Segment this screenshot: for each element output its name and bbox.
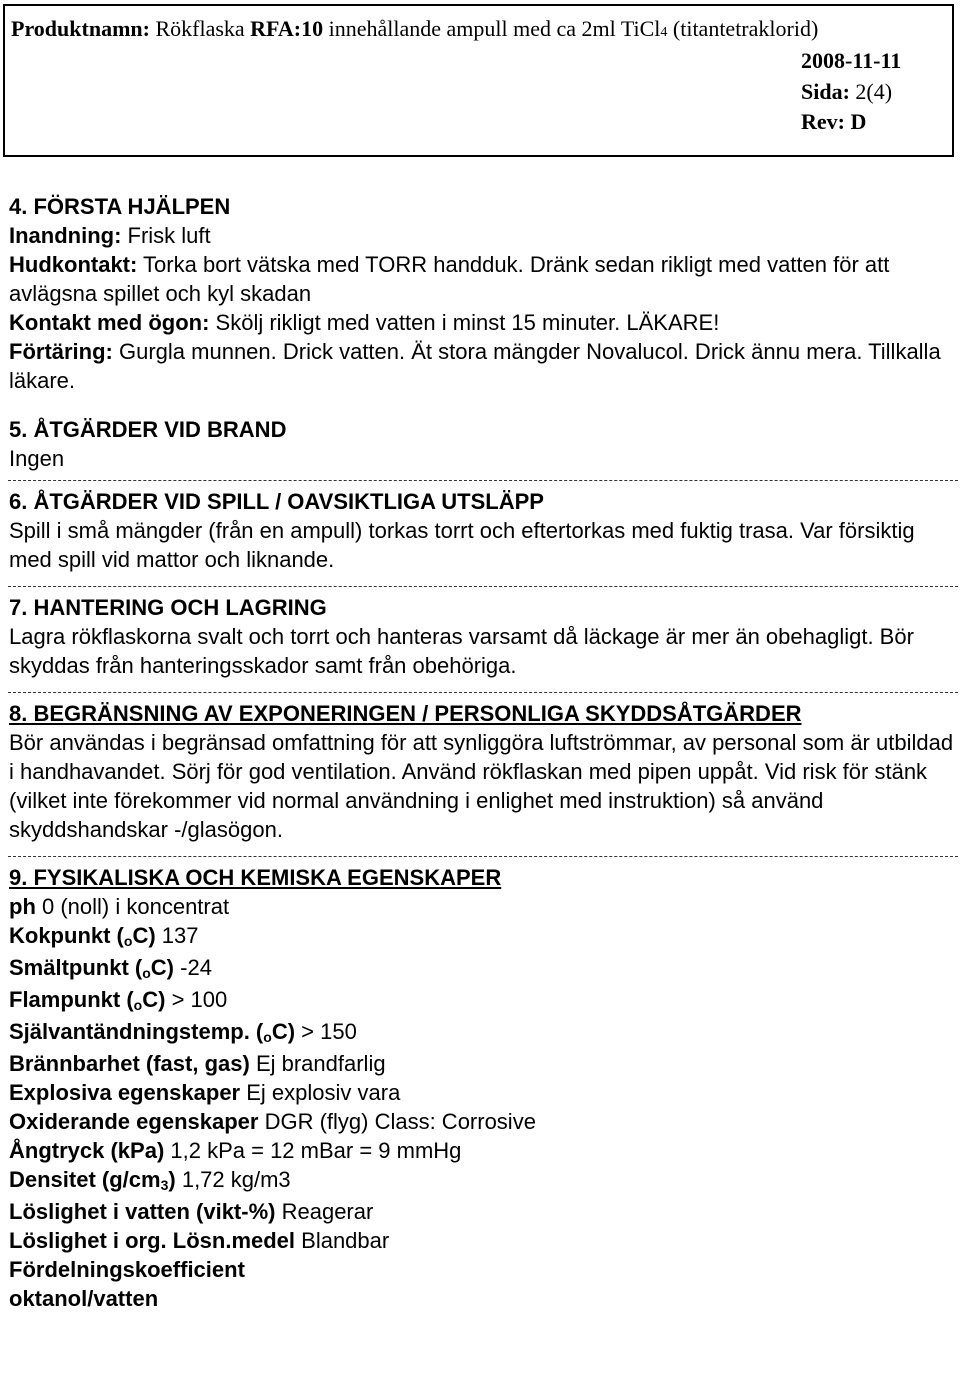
degree-sub: o <box>142 965 151 981</box>
document-header <box>3 4 954 157</box>
property-value: > 100 <box>165 987 228 1012</box>
section-handling <box>9 593 954 680</box>
label-part: Flampunkt ( <box>9 987 134 1012</box>
label-part: C) <box>142 987 166 1012</box>
property-ph <box>9 892 954 921</box>
degree-sub: o <box>133 997 143 1013</box>
property-value: 1,72 kg/m3 <box>175 1167 291 1192</box>
property-value: Reagerar <box>275 1199 374 1224</box>
property-partition-label-2: oktanol/vatten <box>9 1286 159 1311</box>
section-title: 8. BEGRÄNSNING AV EXPONERINGEN / PERSONLIGA SKYDDSÅTGÄRDER <box>9 701 802 726</box>
section-exposure <box>9 699 954 844</box>
section-title: 5. ÅTGÄRDER VID BRAND <box>9 417 287 442</box>
label-part: Densitet (g/cm <box>9 1167 161 1192</box>
property-label <box>9 955 174 980</box>
ingestion-text: Gurgla munnen. Drick vatten. Ät stora mängder Novalucol. Drick ännu mera. Tillkalla läkare. <box>9 339 941 393</box>
property-value: 1,2 kPa = 12 mBar = 9 mmHg <box>164 1138 462 1163</box>
property-vapor-pressure <box>9 1136 954 1165</box>
spacer <box>9 395 954 415</box>
ingestion-label: Förtäring: <box>9 339 113 364</box>
product-name-line <box>11 14 818 48</box>
product-name-pre: Rökflaska <box>149 16 251 41</box>
property-label: Löslighet i org. Lösn.medel <box>9 1228 296 1253</box>
property-melting-point <box>9 953 954 985</box>
section-title: 6. ÅTGÄRDER VID SPILL / OAVSIKTLIGA UTSLÄPP <box>9 489 544 514</box>
property-value: -24 <box>174 955 212 980</box>
property-density <box>9 1165 954 1197</box>
section-divider <box>8 692 958 693</box>
product-subscript: 4 <box>660 25 668 40</box>
property-label <box>9 987 165 1012</box>
property-label: Explosiva egenskaper <box>9 1080 241 1105</box>
property-value: 0 (noll) i koncentrat <box>35 894 230 919</box>
property-value: Ej brandfarlig <box>249 1051 386 1076</box>
property-oxidizing <box>9 1107 954 1136</box>
section-divider <box>8 856 958 857</box>
product-code: RFA:10 <box>250 16 324 41</box>
property-label <box>9 1167 176 1192</box>
property-value: Blandbar <box>295 1228 390 1253</box>
property-label: Ångtryck (kPa) <box>9 1138 165 1163</box>
property-label <box>9 1019 295 1044</box>
product-name-mid: innehållande ampull med ca 2ml TiCl <box>323 16 661 41</box>
property-label: Oxiderande egenskaper <box>9 1109 259 1134</box>
label-part: Smältpunkt ( <box>9 955 143 980</box>
page-value: 2(4) <box>849 79 893 104</box>
property-autoignition <box>9 1017 954 1049</box>
page-number <box>801 77 892 107</box>
section-spill <box>9 487 954 574</box>
degree-sub: o <box>123 933 133 949</box>
inhalation-label: Inandning: <box>9 223 122 248</box>
section-first-aid <box>9 192 954 395</box>
skin-contact-line <box>9 250 954 308</box>
label-part: Självantändningstemp. ( <box>9 1019 264 1044</box>
section-text: Spill i små mängder (från en ampull) torkas torrt och eftertorkas med fuktig trasa. Var försiktig med spill vid mattor och liknande. <box>9 518 915 572</box>
label-part: ) <box>168 1167 176 1192</box>
property-water-solubility <box>9 1197 954 1226</box>
section-properties <box>9 863 954 1313</box>
property-organic-solubility <box>9 1226 954 1255</box>
product-label: Produktnamn: <box>11 16 150 41</box>
property-value: > 150 <box>295 1019 357 1044</box>
label-part: C) <box>150 955 175 980</box>
section-divider <box>8 586 958 587</box>
eye-contact-line <box>9 308 954 337</box>
section-text: Bör användas i begränsad omfattning för att synliggöra luftströmmar, av personal som är utbildad i handhavandet. Sörj för god ventilation. Använd rökflaskan med pipen uppåt. Vid risk för stänk (vilket inte förekommer vid normal användning i enlighet med instruktion) så använd skyddshandskar -/glasögon. <box>9 730 954 842</box>
section-divider <box>8 480 958 481</box>
property-partition-label: Fördelningskoefficient <box>9 1257 245 1282</box>
property-value: DGR (flyg) Class: Corrosive <box>258 1109 536 1134</box>
property-value: Ej explosiv vara <box>240 1080 401 1105</box>
property-flash-point <box>9 985 954 1017</box>
section-title: 9. FYSIKALISKA OCH KEMISKA EGENSKAPER <box>9 865 502 890</box>
label-part: Kokpunkt ( <box>9 923 124 948</box>
degree-sub: o <box>263 1029 272 1045</box>
property-label: ph <box>9 894 36 919</box>
page-label: Sida: <box>801 79 850 104</box>
revision: Rev: D <box>801 109 867 134</box>
property-label <box>9 923 156 948</box>
inhalation-text: Frisk luft <box>121 223 211 248</box>
property-value: 137 <box>155 923 199 948</box>
unit-sub: 3 <box>160 1177 169 1193</box>
product-name-post: (titantetraklorid) <box>667 16 819 41</box>
property-label: Brännbarhet (fast, gas) <box>9 1051 250 1076</box>
eye-contact-label: Kontakt med ögon: <box>9 310 210 335</box>
inhalation-line <box>9 221 954 250</box>
section-title: 4. FÖRSTA HJÄLPEN <box>9 194 231 219</box>
section-fire <box>9 415 954 473</box>
document-body <box>9 192 954 1313</box>
property-explosive <box>9 1078 954 1107</box>
section-text: Lagra rökflaskorna svalt och torrt och hanteras varsamt då läckage är mer än obehagligt. Bör skyddas från hanteringsskador samt från obehöriga. <box>9 624 914 678</box>
skin-contact-text: Torka bort vätska med TORR handduk. Dränk sedan rikligt med vatten för att avlägsna spillet och kyl skadan <box>9 252 890 306</box>
property-label: Löslighet i vatten (vikt-%) <box>9 1199 276 1224</box>
property-boiling-point <box>9 921 954 953</box>
eye-contact-text: Skölj rikligt med vatten i minst 15 minuter. LÄKARE! <box>209 310 720 335</box>
label-part: C) <box>132 923 156 948</box>
ingestion-line <box>9 337 954 395</box>
skin-contact-label: Hudkontakt: <box>9 252 138 277</box>
label-part: C) <box>271 1019 296 1044</box>
section-title: 7. HANTERING OCH LAGRING <box>9 595 327 620</box>
section-text: Ingen <box>9 446 65 471</box>
document-date: 2008-11-11 <box>801 48 902 73</box>
property-flammability <box>9 1049 954 1078</box>
